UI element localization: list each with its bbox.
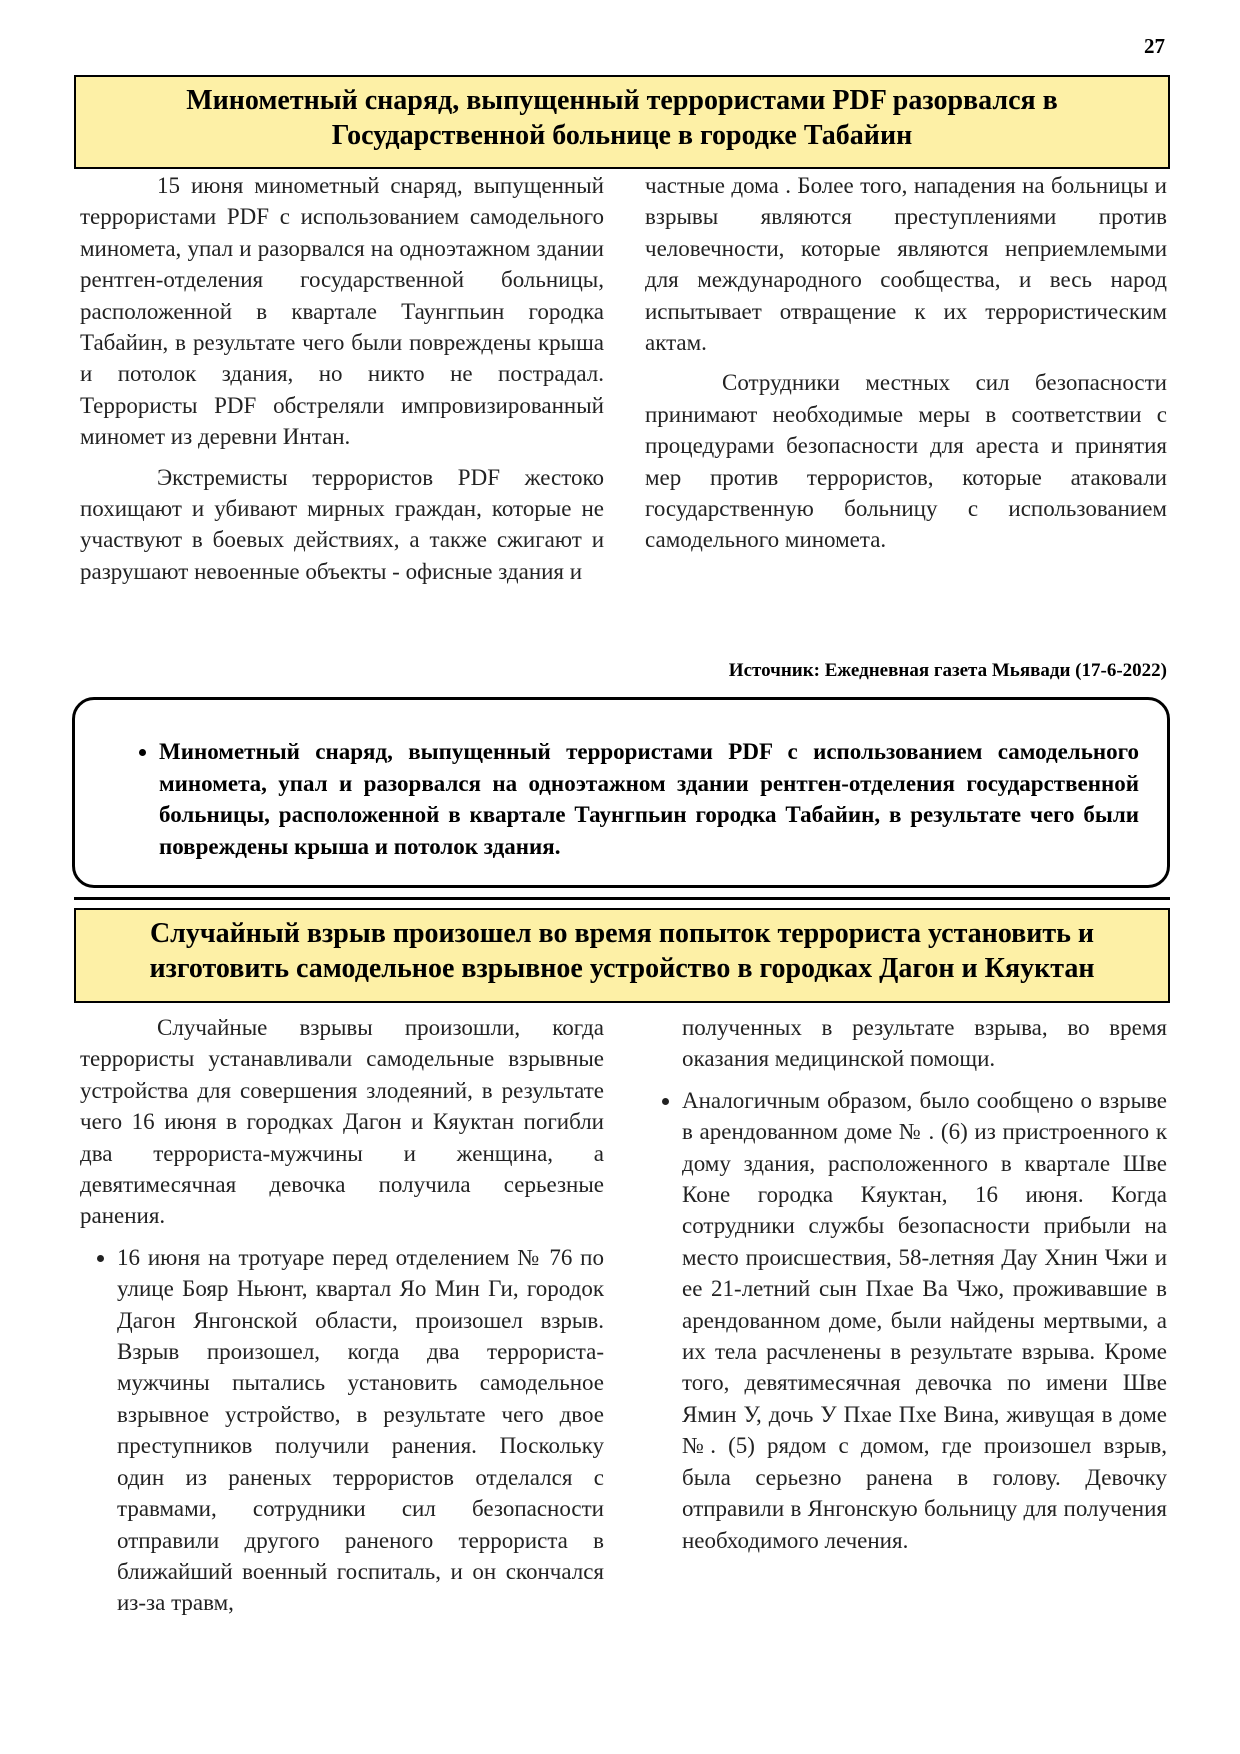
article1-left-column — [80, 170, 604, 587]
summary-bullet: • Минометный снаряд, выпущенный террористами PDF с использованием самодельного миномета, упал и разорвался на одноэтажном здании рентген-отделения государственной больницы, расположенной в квартале Таунгпьин городка Табайин, в результате чего были повреждены крыша и потолок здания. — [159, 736, 1139, 862]
section-divider — [74, 897, 1170, 900]
article1-paragraph: Экстремисты террористов PDF жестоко похищают и убивают мирных граждан, которые не участвуют в боевых действиях, а также сжигают и разрушают невоенные объекты - офисные здания и — [80, 464, 604, 584]
article1-source: Источник: Ежедневная газета Мьявади (17-6-2022) — [728, 660, 1167, 681]
article2-headline: Случайный взрыв произошел во время попыток террориста установить и изготовить самодельное взрывное устройство в городках Дагон и Кяуктан — [74, 908, 1170, 1003]
article1-headline: Минометный снаряд, выпущенный террористами PDF разорвался в Государственной больнице в городке Табайин — [74, 75, 1170, 169]
article2-intro: Случайные взрывы произошли, когда террористы устанавливали самодельные взрывные устройства для совершения злодеяний, в результате чего 16 июня в городках Дагон и Кяуктан погибли два террориста-мужчины и женщина, а девятимесячная девочка получила серьезные ранения. — [80, 1015, 604, 1229]
article2-right-column — [645, 1012, 1167, 1556]
article2-bullet-dagon: • 16 июня на тротуаре перед отделением № 76 по улице Бояр Ньюнт, квартал Яо Мин Ги, городок Дагон Янгонской области, произошел взрыв. Взрыв произошел, когда два террориста-мужчины пытались установить самодельное взрывное устройство, в результате чего двое преступников получили ранения. Поскольку один из раненых террористов отделался с травмами, сотрудники сил безопасности отправили другого раненого террориста в ближайший военный госпиталь, и он скончался из-за травм, — [117, 1242, 604, 1619]
article1-paragraph: частные дома . Более того, нападения на больницы и взрывы являются преступлениями против человечности, которые являются неприемлемыми для международного сообщества, и весь народ испытывает отвращение к их террористическим актам. — [645, 173, 1167, 356]
summary-box — [72, 697, 1170, 888]
page-number: 27 — [1144, 34, 1165, 58]
article2-bullet-continuation: полученных в результате взрыва, во время оказания медицинской помощи. — [682, 1015, 1167, 1072]
article2-left-column — [80, 1012, 604, 1619]
article2-bullet-kyauktan: • Аналогичным образом, было сообщено о взрыве в арендованном доме № . (6) из пристроенного к дому здания, расположенного в квартале Шве Коне городка Кяуктан, 16 июня. Когда сотрудники службы безопасности прибыли на место происшествия, 58-летняя Дау Хнин Чжи и ее 21-летний сын Пхае Ва Чжо, проживавшие в арендованном доме, были найдены мертвыми, а их тела расчленены в результате взрыва. Кроме того, девятимесячная девочка по имени Шве Ямин У, дочь У Пхае Пхе Вина, живущая в доме №. (5) рядом с домом, где произошел взрыв, была серьезно ранена в голову. Девочку отправили в Янгонскую больницу для получения необходимого лечения. — [682, 1085, 1167, 1556]
article1-right-column — [645, 170, 1167, 556]
article1-paragraph: 15 июня минометный снаряд, выпущенный террористами PDF с использованием самодельного миномета, упал и разорвался на одноэтажном здании рентген-отделения государственной больницы, расположенной в квартале Таунгпьин городка Табайин, в результате чего были повреждены крыша и потолок здания, но никто не пострадал. Террористы PDF обстреляли импровизированный миномет из деревни Интан. — [80, 173, 604, 450]
article1-paragraph: Сотрудники местных сил безопасности принимают необходимые меры в соответствии с процедурами безопасности для ареста и принятия мер против террористов, которые атаковали государственную больницу с использованием самодельного миномета. — [645, 370, 1167, 553]
